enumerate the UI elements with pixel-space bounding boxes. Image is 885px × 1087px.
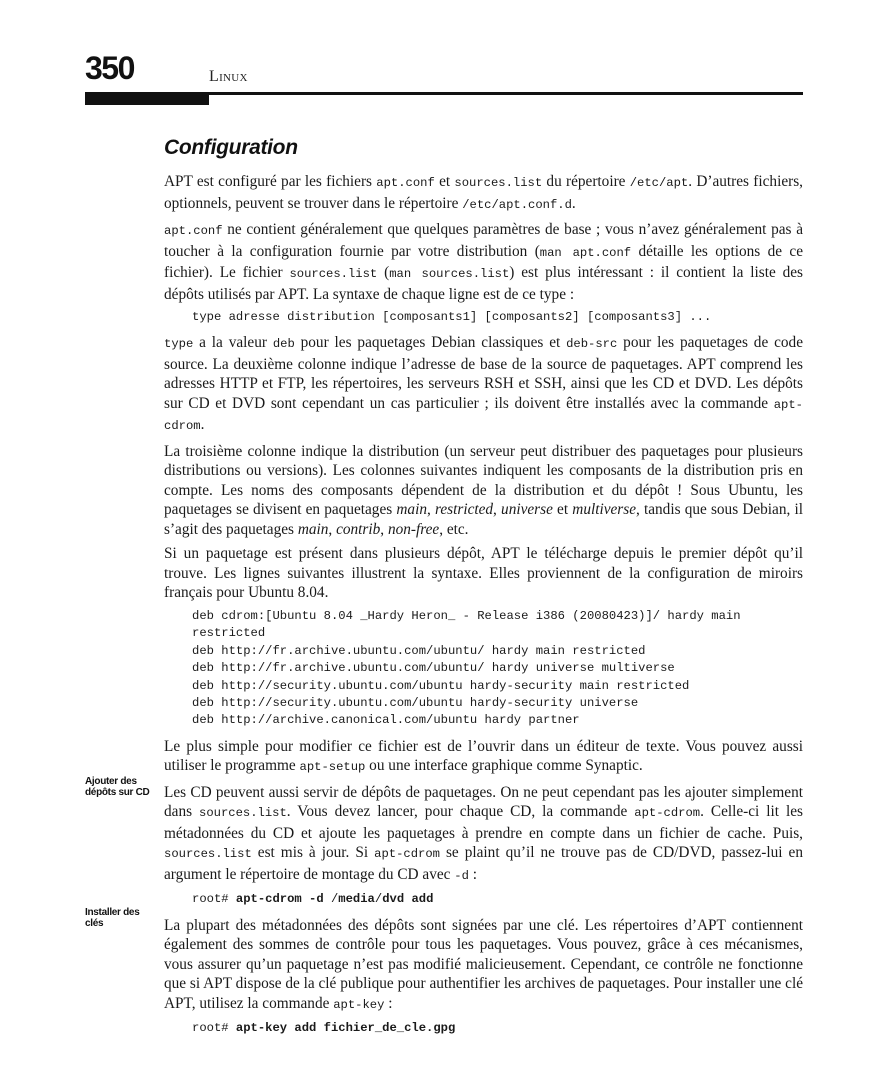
code-line: deb cdrom:[Ubuntu 8.04 _Hardy Heron_ - Release i386 (20080423)]/ hardy main — [192, 608, 741, 623]
page-number: 350 — [85, 50, 134, 86]
code-line: deb http://security.ubuntu.com/ubuntu hardy-security universe — [192, 695, 639, 710]
paragraph-distribution-column: La troisième colonne indique la distribution (un serveur peut distribuer des paquetages pour plusieurs distributions ou versions). Les colonnes suivantes indiquent les composants de la distribution pris en compte. Les noms des composants dépendent de la distribution et du dépôt ! Sous Ubuntu, les paquetages se divisent en paquetages main, restricted, universe et multiverse, tandis que sous Debian, il s’agit des paquetages main, contrib, non-free, etc. — [164, 442, 803, 538]
header-rule-tab — [85, 95, 209, 105]
paragraph-cd-repos: Les CD peuvent aussi servir de dépôts de paquetages. On ne peut cependant pas les ajouter simplement dans sources.list. Vous devez lancer, pour chaque CD, la commande apt-cdrom. Celle-ci lit les métadonnées du CD et ajoute les paquetages à prendre en compte dans un fichier de cache. Puis, sources.list est mis à jour. Si apt-cdrom se plaint qu’il ne trouve pas de CD/DVD, passez-lui en argument le répertoire de montage du CD avec -d : — [164, 783, 803, 883]
paragraph-editing: Le plus simple pour modifier ce fichier est de l’ouvrir dans un éditeur de texte. Vous pouvez aussi utiliser le programme apt-setup ou une interface graphique comme Synaptic. — [164, 737, 803, 775]
paragraph-multiple-repos: Si un paquetage est présent dans plusieurs dépôt, APT le télécharge depuis le premier dépôt qu’il trouve. Les lignes suivantes illustrent la syntaxe. Elles proviennent de la configuration de miroirs français pour Ubuntu 8.04. — [164, 545, 803, 602]
code-sources-list-example — [192, 608, 803, 730]
code-line: deb http://fr.archive.ubuntu.com/ubuntu/ hardy main restricted — [192, 643, 646, 658]
running-head: Linux — [209, 68, 248, 85]
main-content — [164, 172, 803, 1045]
code-apt-cdrom: root# apt-cdrom -d /media/dvd add — [192, 892, 434, 907]
margin-note-cd-repos: Ajouter des dépôts sur CD — [85, 776, 150, 798]
paragraph-type-column: type a la valeur deb pour les paquetages Debian classiques et deb-src pour les paquetages de code source. La deuxième colonne indique l’adresse de base de la source de paquetages. APT comprend les adresses HTTP et FTP, les répertoires, les serveurs RSH et SSH, ainsi que les CD et DVD. Les dépôts sur CD et DVD sont cependant un cas particulier ; ils doivent être installés avec la commande apt-cdrom. — [164, 334, 803, 434]
code-line: restricted — [192, 626, 266, 641]
paragraph-keys: La plupart des métadonnées des dépôts sont signées par une clé. Les répertoires d’APT contiennent également des sommes de contrôle pour tous les paquetages. Vous pouvez, grâce à ces mécanismes, vous assurer qu’un paquetage n’est pas modifié malicieusement. Cependant, ce contrôle ne fonctionne que si APT dispose de la clé publique pour authentifier les archives de paquetages. Pour installer une clé APT, utilisez la commande apt-key : — [164, 916, 803, 1012]
paragraph-apt-config: APT est configuré par les fichiers apt.conf et sources.list du répertoire /etc/apt. D’autres fichiers, optionnels, peuvent se trouver dans le répertoire /etc/apt.conf.d. — [164, 173, 803, 212]
code-line: deb http://security.ubuntu.com/ubuntu hardy-security main restricted — [192, 678, 690, 693]
code-line: deb http://fr.archive.ubuntu.com/ubuntu/ hardy universe multiverse — [192, 661, 675, 676]
code-apt-key: root# apt-key add fichier_de_cle.gpg — [192, 1021, 456, 1036]
code-syntax-line: type adresse distribution [composants1] [composants2] [composants3] ... — [192, 310, 712, 324]
margin-note-install-keys: Installer des clés — [85, 907, 140, 929]
paragraph-apt-conf: apt.conf ne contient généralement que quelques paramètres de base ; vous n’avez généralement pas à toucher à la configuration fournie par votre distribution (man apt.conf détaille les options de ce fichier). Le fichier sources.list (man sources.list) est plus intéressant : il contient la liste des dépôts utilisés par APT. La syntaxe de chaque ligne est de ce type : — [164, 221, 804, 303]
code-line: deb http://archive.canonical.com/ubuntu hardy partner — [192, 713, 580, 728]
section-title: Configuration — [164, 136, 298, 159]
